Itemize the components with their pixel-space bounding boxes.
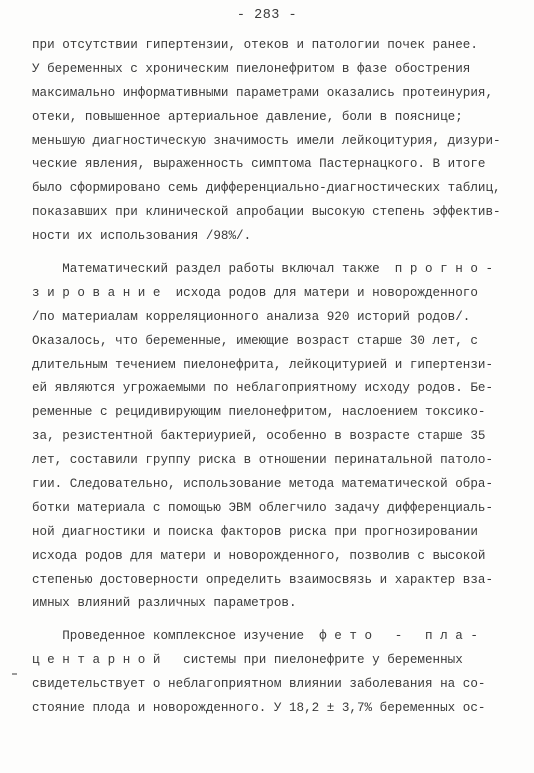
text-line: ной диагностики и поиска факторов риска при прогнозировании [32, 524, 478, 539]
text-line: ц е н т а р н о й системы при пиелонефрите у беременных [32, 653, 463, 668]
text-line: ботки материала с помощью ЭВМ облегчило задачу дифференциаль- [32, 500, 494, 515]
body-text [32, 34, 512, 721]
text-line: з и р о в а н и е исхода родов для матери и новорожденного [32, 285, 478, 300]
text-line: максимально информативными параметрами оказались протеинурия, [32, 85, 494, 100]
text-line: степенью достоверности определить взаимосвязь и характер вза- [32, 572, 494, 587]
text-line: отеки, повышенное артериальное давление, боли в пояснице; [32, 109, 463, 124]
text-line: было сформировано семь дифференциально-диагностических таблиц, [32, 181, 501, 196]
text-line: У беременных с хроническим пиелонефритом в фазе обострения [32, 61, 471, 76]
page-number: - 283 - [236, 8, 298, 23]
text-line: стояние плода и новорожденного. У 18,2 ± 3,7% беременных ос- [32, 701, 486, 716]
text-line: меньшую диагностическую значимость имели лейкоцитурия, дизури- [32, 133, 501, 148]
paragraph [32, 34, 512, 249]
text-line: исхода родов для матери и новорожденного, позволив с высокой [32, 548, 486, 563]
text-line: ческие явления, выраженность симптома Пастернацкого. В итоге [32, 157, 486, 172]
text-line: длительным течением пиелонефрита, лейкоцитурией и гипертензи- [32, 357, 494, 372]
text-line: свидетельствует о неблагоприятном влиянии заболевания на со- [32, 677, 486, 692]
text-line: ей являются угрожаемыми по неблагоприятному исходу родов. Бе- [32, 381, 494, 396]
paragraph [32, 258, 512, 616]
text-line: за, резистентной бактериурией, особенно в возрасте старше 35 [32, 429, 486, 444]
text-line: гии. Следовательно, использование метода математической обра- [32, 477, 494, 492]
margin-mark [12, 673, 17, 675]
text-line: лет, составили группу риска в отношении перинатальной патоло- [32, 453, 494, 468]
text-line: ности их использования /98%/. [32, 229, 252, 244]
text-line: Математический раздел работы включал также п р о г н о - [32, 262, 494, 277]
text-line: имных влияний различных параметров. [32, 596, 297, 611]
text-line: Проведенное комплексное изучение ф е т о - п л а - [32, 629, 478, 644]
text-line: ременные с рецидивирующим пиелонефритом, наслоением токсико- [32, 405, 486, 420]
text-line: при отсутствии гипертензии, отеков и патологии почек ранее. [32, 38, 478, 52]
text-line: Оказалось, что беременные, имеющие возраст старше 30 лет, с [32, 333, 478, 348]
text-line: /по материалам корреляционного анализа 920 историй родов/. [32, 309, 471, 324]
text-line: показавших при клинической апробации высокую степень эффектив- [32, 205, 501, 220]
paragraph [32, 625, 512, 721]
